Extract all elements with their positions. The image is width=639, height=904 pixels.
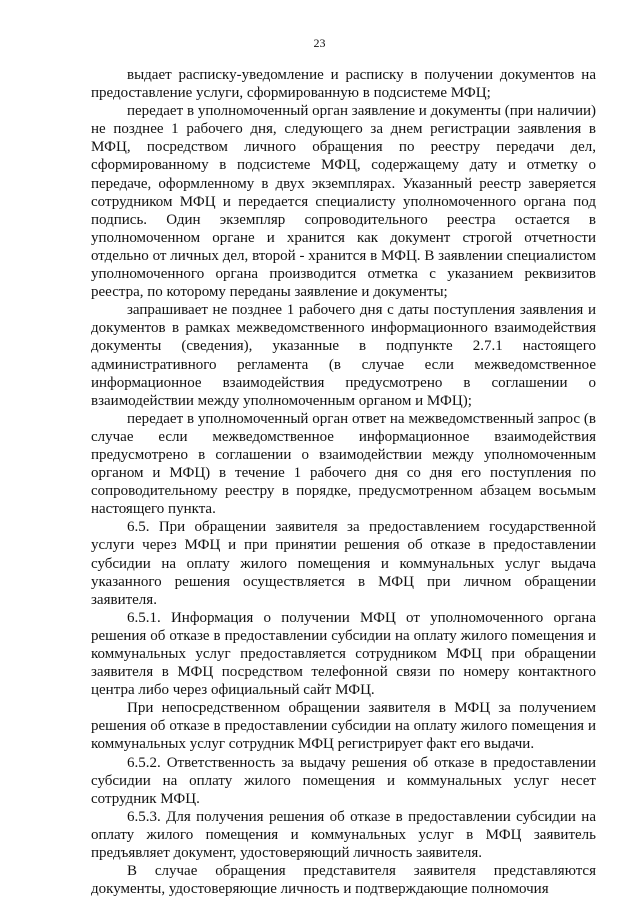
- paragraph: 6.5.1. Информация о получении МФЦ от уполномоченного органа решения об отказе в предоставлении субсидии на оплату жилого помещения и коммунальных услуг предоставляется сотрудником МФЦ при обращении заявителя в МФЦ посредством телефонной связи по номеру контактного центра либо через официальный сайт МФЦ.: [91, 609, 596, 699]
- paragraph: 6.5.2. Ответственность за выдачу решения об отказе в предоставлении субсидии на оплату жилого помещения и коммунальных услуг несет сотрудник МФЦ.: [91, 754, 596, 807]
- document-body: [91, 66, 596, 898]
- paragraph: В случае обращения представителя заявителя представляются документы, удостоверяющие личность и подтверждающие полномочия: [91, 863, 596, 898]
- paragraph: запрашивает не позднее 1 рабочего дня с даты поступления заявления и документов в рамках межведомственного информационного взаимодействия документы (сведения), указанные в подпункте 2.7.1 настоящего административного регламента (в случае если межведомственное информационное взаимодействия предусмотрено в соглашении о взаимодействии между уполномоченным органом и МФЦ);: [91, 302, 596, 409]
- paragraph: 6.5. При обращении заявителя за предоставлением государственной услуги через МФЦ и при принятии решения об отказе в предоставлении субсидии на оплату жилого помещения и коммунальных услуг выдача указанного решения осуществляется в МФЦ при личном обращении заявителя.: [91, 519, 596, 608]
- page-number: 23: [313, 36, 326, 50]
- paragraph: выдает расписку-уведомление и расписку в получении документов на предоставление услуги, сформированную в подсистеме МФЦ;: [91, 67, 596, 102]
- paragraph: 6.5.3. Для получения решения об отказе в предоставлении субсидии на оплату жилого помещения и коммунальных услуг в МФЦ заявитель предъявляет документ, удостоверяющий личность заявителя.: [91, 808, 596, 862]
- paragraph: При непосредственном обращении заявителя в МФЦ за получением решения об отказе в предоставлении субсидии на оплату жилого помещения и коммунальных услуг сотрудник МФЦ регистрирует факт его выдачи.: [91, 700, 596, 753]
- paragraph: передает в уполномоченный орган заявление и документы (при наличии) не позднее 1 рабочего дня, следующего за днем регистрации заявления в МФЦ, посредством личного обращения по реестру передачи дел, сформированному в подсистеме МФЦ, содержащему дату и отметку о передаче, оформленному в двух экземплярах. Указанный реестр заверяется сотрудником МФЦ и передается специалисту уполномоченного органа под подпись. Один экземпляр сопроводительного реестра остается в уполномоченном органе и хранится как документ строгой отчетности отдельно от личных дел, второй - хранится в МФЦ. В заявлении специалистом уполномоченного органа производится отметка с указанием реквизитов реестра, по которому переданы заявление и документы;: [91, 103, 596, 301]
- paragraph: передает в уполномоченный орган ответ на межведомственный запрос (в случае если межведомственное информационное взаимодействия предусмотрено в соглашении о взаимодействии между уполномоченным органом и МФЦ) в течение 1 рабочего дня со дня его поступления по сопроводительному реестру в порядке, предусмотренном абзацем восьмым настоящего пункта.: [91, 410, 596, 518]
